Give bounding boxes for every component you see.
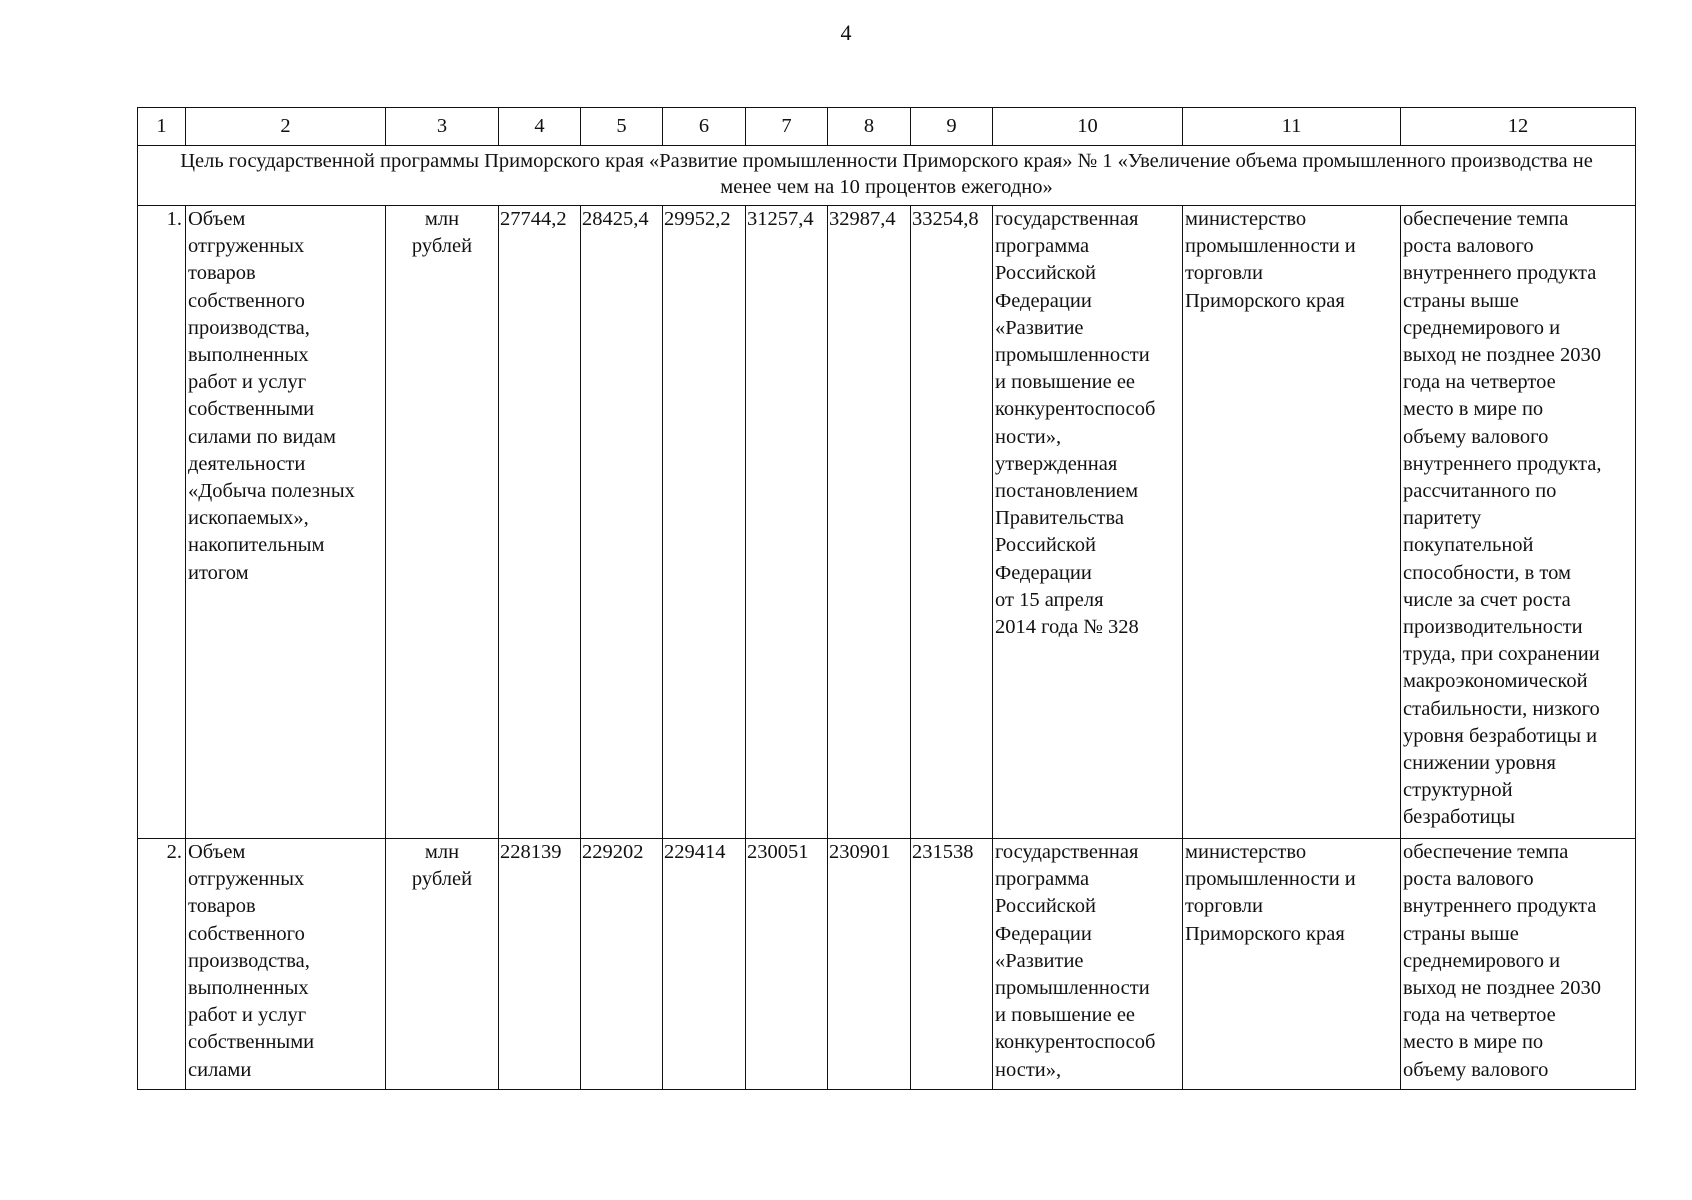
value-cell: 28425,4 <box>581 206 663 839</box>
value-cell: 230901 <box>828 839 911 1090</box>
goal-link-cell: обеспечение темпа роста валового внутреннего продукта страны выше среднемирового и выход не позднее 2030 года на четвертое место в мире по объему валового внутреннего продукта, рассчитанного по паритету покупательной способности, в том числе за счет роста производительности труда, при сохранении макроэкономической стабильности, низкого уровня безработицы и снижении уровня структурной безработицы <box>1401 206 1636 839</box>
column-number: 2 <box>186 108 386 146</box>
goal-heading: Цель государственной программы Приморского края «Развитие промышленности Приморского края» № 1 «Увеличение объема промышленного производства не менее чем на 10 процентов ежегодно» <box>138 146 1636 206</box>
value-cell: 230051 <box>746 839 828 1090</box>
unit: млн рублей <box>386 206 499 839</box>
goal-row <box>138 146 1636 206</box>
column-number: 11 <box>1183 108 1401 146</box>
value-cell: 228139 <box>499 839 581 1090</box>
indicator-name: Объем отгруженных товаров собственного производства, выполненных работ и услуг собственными силами <box>186 839 386 1090</box>
row-number: 1. <box>138 206 186 839</box>
program-cell: государственная программа Российской Федерации «Развитие промышленности и повышение ее конкурентоспособ ности», <box>993 839 1183 1090</box>
column-number: 3 <box>386 108 499 146</box>
table-row <box>138 839 1636 1090</box>
indicator-name: Объем отгруженных товаров собственного производства, выполненных работ и услуг собственными силами по видам деятельности «Добыча полезных ископаемых», накопительным итогом <box>186 206 386 839</box>
row-number: 2. <box>138 839 186 1090</box>
value-cell: 229414 <box>663 839 746 1090</box>
value-cell: 31257,4 <box>746 206 828 839</box>
column-number: 7 <box>746 108 828 146</box>
table-row <box>138 206 1636 839</box>
column-number-row <box>138 108 1636 146</box>
goal-link-cell: обеспечение темпа роста валового внутреннего продукта страны выше среднемирового и выход не позднее 2030 года на четвертое место в мире по объему валового <box>1401 839 1636 1090</box>
value-cell: 32987,4 <box>828 206 911 839</box>
column-number: 8 <box>828 108 911 146</box>
value-cell: 231538 <box>911 839 993 1090</box>
column-number: 6 <box>663 108 746 146</box>
unit: млн рублей <box>386 839 499 1090</box>
value-cell: 29952,2 <box>663 206 746 839</box>
responsible-cell: министерство промышленности и торговли Приморского края <box>1183 839 1401 1090</box>
responsible-cell: министерство промышленности и торговли Приморского края <box>1183 206 1401 839</box>
column-number: 12 <box>1401 108 1636 146</box>
column-number: 1 <box>138 108 186 146</box>
value-cell: 229202 <box>581 839 663 1090</box>
column-number: 4 <box>499 108 581 146</box>
page-number: 4 <box>840 20 852 45</box>
indicators-table <box>137 107 1636 1090</box>
column-number: 10 <box>993 108 1183 146</box>
column-number: 9 <box>911 108 993 146</box>
column-number: 5 <box>581 108 663 146</box>
value-cell: 33254,8 <box>911 206 993 839</box>
value-cell: 27744,2 <box>499 206 581 839</box>
program-cell: государственная программа Российской Федерации «Развитие промышленности и повышение ее конкурентоспособ ности», утвержденная постановлением Правительства Российской Федерации от 15 апреля 2014 года № 328 <box>993 206 1183 839</box>
